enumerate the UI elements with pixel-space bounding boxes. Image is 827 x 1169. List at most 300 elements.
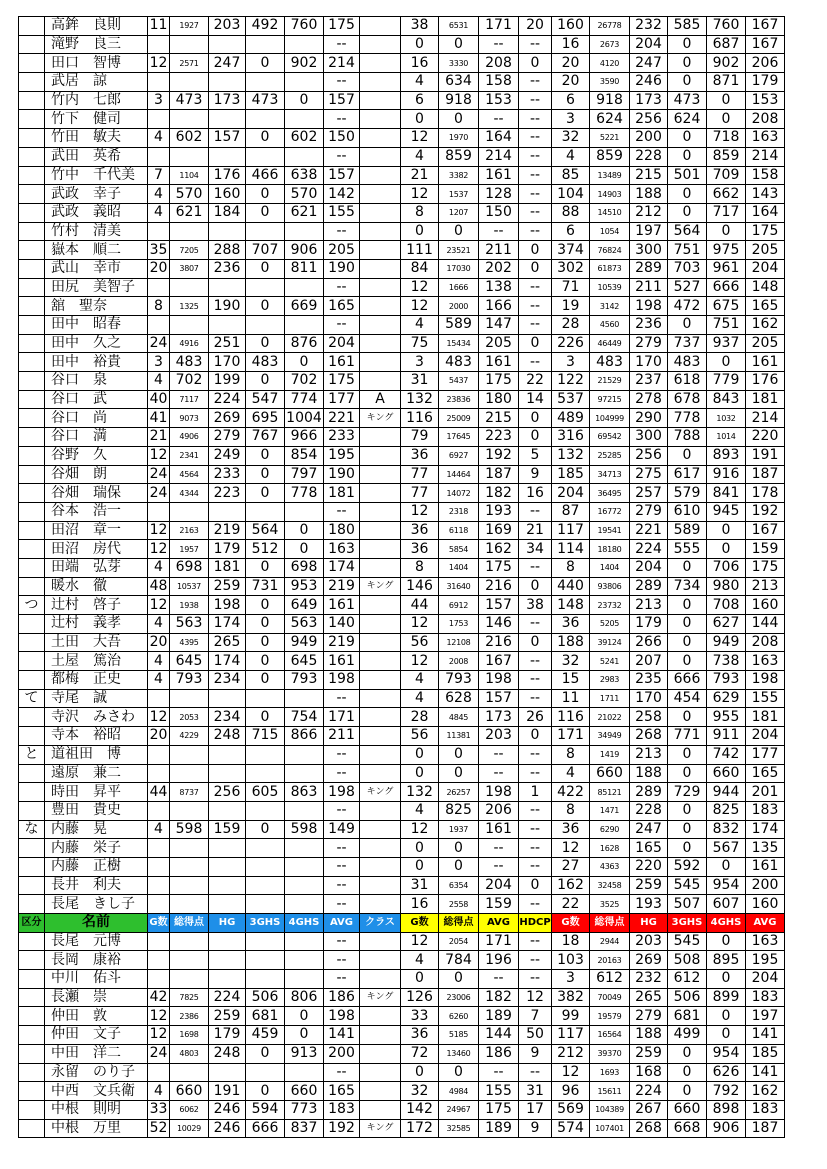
cell-g-avg: --	[479, 1063, 519, 1082]
cell-class	[360, 951, 401, 970]
cell-group	[19, 316, 45, 335]
cell-class: A	[360, 390, 401, 409]
cell-hg: 236	[209, 259, 246, 278]
cell-g-games: 31	[401, 876, 439, 895]
cell-games	[148, 932, 170, 951]
cell-t-hg: 168	[630, 1063, 668, 1082]
cell-hdcp: --	[519, 297, 552, 316]
cell-t-4ghs: 662	[707, 185, 746, 204]
cell-total	[170, 951, 209, 970]
cell-games	[148, 1063, 170, 1082]
table-row	[19, 1044, 785, 1063]
cell-4ghs	[285, 278, 324, 297]
table-row	[19, 801, 785, 820]
cell-g-games: 0	[401, 35, 439, 54]
cell-t-games: 489	[552, 409, 590, 428]
cell-g-avg: 157	[479, 596, 519, 615]
cell-hg: 179	[209, 1026, 246, 1045]
cell-t-total: 61873	[590, 259, 630, 278]
cell-t-3ghs: 579	[668, 484, 707, 503]
cell-hg: 246	[209, 1119, 246, 1138]
cell-t-hg: 179	[630, 615, 668, 634]
cell-g-total: 17645	[439, 428, 479, 447]
cell-avg: --	[324, 222, 360, 241]
cell-3ghs: 0	[246, 1082, 285, 1101]
cell-t-avg: 159	[746, 540, 785, 559]
cell-hdcp: 38	[519, 596, 552, 615]
cell-g-total: 3382	[439, 166, 479, 185]
cell-t-avg: 192	[746, 502, 785, 521]
cell-t-avg: 143	[746, 185, 785, 204]
cell-t-total: 39124	[590, 633, 630, 652]
cell-hdcp: --	[519, 502, 552, 521]
cell-t-games: 212	[552, 1044, 590, 1063]
cell-t-4ghs: 954	[707, 876, 746, 895]
cell-g-total: 14072	[439, 484, 479, 503]
cell-avg: 198	[324, 1007, 360, 1026]
cell-name: 土屋 篤治	[45, 652, 148, 671]
cell-3ghs: 0	[246, 129, 285, 148]
cell-g-total: 793	[439, 671, 479, 690]
cell-t-games: 8	[552, 558, 590, 577]
cell-t-3ghs: 0	[668, 1082, 707, 1101]
cell-name: 武政 義昭	[45, 203, 148, 222]
cell-name: 内藤 栄子	[45, 839, 148, 858]
cell-total	[170, 970, 209, 989]
cell-t-total: 15611	[590, 1082, 630, 1101]
cell-t-total: 4363	[590, 857, 630, 876]
cell-t-hg: 197	[630, 222, 668, 241]
table-row	[19, 671, 785, 690]
cell-g-games: 132	[401, 390, 439, 409]
cell-t-hg: 228	[630, 801, 668, 820]
cell-hg: 219	[209, 521, 246, 540]
cell-t-3ghs: 617	[668, 465, 707, 484]
cell-4ghs	[285, 801, 324, 820]
cell-games	[148, 801, 170, 820]
cell-t-3ghs: 0	[668, 35, 707, 54]
cell-hg	[209, 764, 246, 783]
cell-t-games: 3	[552, 353, 590, 372]
cell-t-avg: 144	[746, 615, 785, 634]
cell-t-games: 6	[552, 91, 590, 110]
cell-games: 12	[148, 1007, 170, 1026]
cell-class	[360, 1007, 401, 1026]
cell-t-hg: 300	[630, 428, 668, 447]
cell-t-3ghs: 0	[668, 708, 707, 727]
cell-t-3ghs: 564	[668, 222, 707, 241]
cell-t-3ghs: 771	[668, 727, 707, 746]
cell-t-3ghs: 703	[668, 259, 707, 278]
cell-name: 武居 諒	[45, 73, 148, 92]
cell-group	[19, 1026, 45, 1045]
cell-avg: 204	[324, 334, 360, 353]
cell-t-3ghs: 737	[668, 334, 707, 353]
cell-t-avg: 200	[746, 876, 785, 895]
cell-avg: 165	[324, 297, 360, 316]
cell-avg: 221	[324, 409, 360, 428]
cell-group	[19, 259, 45, 278]
cell-avg: 200	[324, 1044, 360, 1063]
cell-class: キング	[360, 577, 401, 596]
cell-games	[148, 745, 170, 764]
cell-g-avg: 150	[479, 203, 519, 222]
cell-t-total: 3525	[590, 895, 630, 914]
cell-t-total: 6290	[590, 820, 630, 839]
cell-name: 辻村 啓子	[45, 596, 148, 615]
cell-g-games: 8	[401, 203, 439, 222]
cell-t-hg: 173	[630, 91, 668, 110]
cell-avg: --	[324, 801, 360, 820]
cell-avg: --	[324, 970, 360, 989]
cell-class	[360, 372, 401, 391]
cell-hg	[209, 73, 246, 92]
cell-g-avg: 155	[479, 1082, 519, 1101]
cell-t-hg: 279	[630, 1007, 668, 1026]
cell-t-avg: 214	[746, 147, 785, 166]
cell-t-total: 97215	[590, 390, 630, 409]
cell-g-avg: 164	[479, 129, 519, 148]
cell-hdcp: 9	[519, 465, 552, 484]
cell-hg	[209, 278, 246, 297]
cell-name: 中根 則明	[45, 1100, 148, 1119]
cell-total: 6062	[170, 1100, 209, 1119]
cell-3ghs: 605	[246, 783, 285, 802]
cell-g-games: 77	[401, 465, 439, 484]
cell-t-4ghs: 898	[707, 1100, 746, 1119]
cell-hg	[209, 951, 246, 970]
cell-group	[19, 727, 45, 746]
table-row	[19, 91, 785, 110]
cell-total: 9073	[170, 409, 209, 428]
cell-games: 4	[148, 671, 170, 690]
cell-t-total: 4560	[590, 316, 630, 335]
cell-t-avg: 163	[746, 129, 785, 148]
cell-g-avg: 171	[479, 932, 519, 951]
cell-class	[360, 129, 401, 148]
cell-g-total: 23836	[439, 390, 479, 409]
cell-hg	[209, 1063, 246, 1082]
cell-4ghs: 0	[285, 1007, 324, 1026]
cell-g-games: 21	[401, 166, 439, 185]
cell-hg: 247	[209, 54, 246, 73]
cell-g-total: 628	[439, 689, 479, 708]
cell-g-avg: --	[479, 857, 519, 876]
cell-g-avg: 138	[479, 278, 519, 297]
table-row	[19, 73, 785, 92]
cell-t-4ghs: 675	[707, 297, 746, 316]
cell-hg: 259	[209, 577, 246, 596]
cell-t-3ghs: 0	[668, 54, 707, 73]
cell-total: 598	[170, 820, 209, 839]
cell-t-avg: 155	[746, 689, 785, 708]
cell-g-avg: --	[479, 110, 519, 129]
cell-hg	[209, 932, 246, 951]
cell-total: 8737	[170, 783, 209, 802]
cell-g-games: 75	[401, 334, 439, 353]
cell-g-total: 2008	[439, 652, 479, 671]
cell-g-avg: 202	[479, 259, 519, 278]
cell-4ghs: 773	[285, 1100, 324, 1119]
cell-games	[148, 147, 170, 166]
cell-name: 長岡 康裕	[45, 951, 148, 970]
cell-t-avg: 167	[746, 17, 785, 36]
cell-t-avg: 163	[746, 652, 785, 671]
cell-g-avg: 198	[479, 671, 519, 690]
cell-t-4ghs: 687	[707, 35, 746, 54]
cell-t-games: 537	[552, 390, 590, 409]
cell-group	[19, 1100, 45, 1119]
cell-t-hg: 268	[630, 727, 668, 746]
cell-t-hg: 224	[630, 1082, 668, 1101]
cell-t-games: 382	[552, 988, 590, 1007]
cell-class	[360, 1082, 401, 1101]
cell-t-3ghs: 0	[668, 203, 707, 222]
cell-t-4ghs: 911	[707, 727, 746, 746]
cell-hdcp: 17	[519, 1100, 552, 1119]
cell-group	[19, 129, 45, 148]
cell-g-total: 0	[439, 839, 479, 858]
cell-t-avg: 141	[746, 1026, 785, 1045]
cell-total	[170, 857, 209, 876]
cell-total	[170, 278, 209, 297]
table-row	[19, 689, 785, 708]
cell-t-3ghs: 585	[668, 17, 707, 36]
cell-t-games: 132	[552, 446, 590, 465]
cell-class	[360, 17, 401, 36]
cell-t-hg: 279	[630, 502, 668, 521]
cell-t-hg: 278	[630, 390, 668, 409]
cell-hg	[209, 745, 246, 764]
cell-hdcp: --	[519, 801, 552, 820]
cell-hdcp: 7	[519, 1007, 552, 1026]
cell-games: 4	[148, 1082, 170, 1101]
cell-g-total: 1753	[439, 615, 479, 634]
cell-total	[170, 932, 209, 951]
header-cell-t-3ghs: 3GHS	[668, 914, 707, 933]
table-row	[19, 390, 785, 409]
cell-games: 41	[148, 409, 170, 428]
cell-t-3ghs: 0	[668, 764, 707, 783]
cell-g-avg: 180	[479, 390, 519, 409]
cell-t-hg: 215	[630, 166, 668, 185]
cell-hg: 179	[209, 540, 246, 559]
cell-avg: --	[324, 876, 360, 895]
cell-g-avg: --	[479, 222, 519, 241]
cell-g-games: 0	[401, 110, 439, 129]
cell-t-3ghs: 0	[668, 801, 707, 820]
cell-name: 中西 文兵衛	[45, 1082, 148, 1101]
cell-t-3ghs: 0	[668, 558, 707, 577]
cell-games: 12	[148, 1026, 170, 1045]
cell-avg: 181	[324, 484, 360, 503]
cell-games	[148, 73, 170, 92]
cell-g-total: 0	[439, 222, 479, 241]
cell-g-total: 6118	[439, 521, 479, 540]
cell-t-total: 1711	[590, 689, 630, 708]
cell-group	[19, 1007, 45, 1026]
cell-class	[360, 316, 401, 335]
table-row	[19, 1063, 785, 1082]
cell-t-total: 4120	[590, 54, 630, 73]
cell-hg: 265	[209, 633, 246, 652]
cell-hdcp: --	[519, 316, 552, 335]
cell-t-avg: 175	[746, 222, 785, 241]
cell-total	[170, 316, 209, 335]
cell-total	[170, 689, 209, 708]
cell-3ghs	[246, 951, 285, 970]
cell-hdcp: 9	[519, 1044, 552, 1063]
table-row	[19, 615, 785, 634]
cell-4ghs: 854	[285, 446, 324, 465]
cell-t-avg: 213	[746, 577, 785, 596]
cell-4ghs	[285, 222, 324, 241]
cell-hdcp: --	[519, 110, 552, 129]
cell-g-games: 4	[401, 147, 439, 166]
cell-games: 11	[148, 17, 170, 36]
cell-4ghs	[285, 895, 324, 914]
cell-t-total: 5241	[590, 652, 630, 671]
cell-games	[148, 35, 170, 54]
cell-t-games: 162	[552, 876, 590, 895]
cell-3ghs	[246, 147, 285, 166]
cell-t-games: 71	[552, 278, 590, 297]
cell-t-total: 26778	[590, 17, 630, 36]
table-row	[19, 484, 785, 503]
cell-class	[360, 708, 401, 727]
cell-total	[170, 876, 209, 895]
cell-t-avg: 187	[746, 1119, 785, 1138]
cell-group	[19, 54, 45, 73]
cell-t-3ghs: 751	[668, 241, 707, 260]
cell-avg: --	[324, 1063, 360, 1082]
cell-g-games: 0	[401, 857, 439, 876]
cell-class	[360, 671, 401, 690]
cell-hg: 223	[209, 484, 246, 503]
cell-g-avg: 214	[479, 147, 519, 166]
cell-group	[19, 633, 45, 652]
cell-g-avg: 158	[479, 73, 519, 92]
cell-games: 4	[148, 558, 170, 577]
cell-games: 44	[148, 783, 170, 802]
cell-t-hg: 266	[630, 633, 668, 652]
cell-t-hg: 290	[630, 409, 668, 428]
cell-4ghs	[285, 857, 324, 876]
cell-t-3ghs: 681	[668, 1007, 707, 1026]
cell-g-avg: 193	[479, 502, 519, 521]
cell-t-games: 569	[552, 1100, 590, 1119]
cell-t-4ghs: 944	[707, 783, 746, 802]
cell-3ghs: 0	[246, 596, 285, 615]
cell-total	[170, 147, 209, 166]
cell-name: 田中 久之	[45, 334, 148, 353]
cell-t-total: 76824	[590, 241, 630, 260]
cell-group	[19, 73, 45, 92]
cell-3ghs	[246, 73, 285, 92]
cell-g-total: 0	[439, 970, 479, 989]
cell-t-games: 12	[552, 1063, 590, 1082]
cell-t-3ghs: 0	[668, 446, 707, 465]
table-row	[19, 278, 785, 297]
cell-g-games: 111	[401, 241, 439, 260]
cell-group	[19, 428, 45, 447]
cell-t-avg: 198	[746, 671, 785, 690]
cell-games: 20	[148, 727, 170, 746]
cell-class	[360, 353, 401, 372]
cell-g-avg: 196	[479, 951, 519, 970]
cell-t-avg: 204	[746, 259, 785, 278]
cell-name: 仲田 文子	[45, 1026, 148, 1045]
cell-hdcp: 0	[519, 259, 552, 278]
cell-g-total: 2318	[439, 502, 479, 521]
cell-name: 谷本 浩一	[45, 502, 148, 521]
cell-total: 1938	[170, 596, 209, 615]
cell-total: 2386	[170, 1007, 209, 1026]
cell-4ghs: 1004	[286, 409, 322, 426]
cell-games: 12	[148, 446, 170, 465]
cell-class	[360, 521, 401, 540]
cell-name: 谷畑 朗	[45, 465, 148, 484]
cell-g-total: 2000	[439, 297, 479, 316]
cell-g-avg: 182	[479, 988, 519, 1007]
cell-avg: 198	[324, 783, 360, 802]
cell-g-games: 84	[401, 259, 439, 278]
cell-t-avg: 181	[746, 390, 785, 409]
cell-g-avg: 166	[479, 297, 519, 316]
table-row	[19, 540, 785, 559]
cell-total	[170, 35, 209, 54]
cell-t-total: 20163	[590, 951, 630, 970]
cell-g-avg: 189	[479, 1007, 519, 1026]
cell-g-avg: 128	[479, 185, 519, 204]
cell-hdcp: --	[519, 35, 552, 54]
cell-total: 4229	[170, 727, 209, 746]
cell-3ghs	[246, 745, 285, 764]
cell-t-total: 32458	[590, 876, 630, 895]
cell-t-4ghs: 760	[707, 17, 746, 36]
cell-name: 寺尾 誠	[45, 689, 148, 708]
cell-t-avg: 165	[746, 297, 785, 316]
cell-g-games: 79	[401, 428, 439, 447]
cell-t-games: 226	[552, 334, 590, 353]
cell-t-avg: 164	[746, 203, 785, 222]
cell-t-total: 10539	[590, 278, 630, 297]
cell-group	[19, 876, 45, 895]
cell-group	[19, 222, 45, 241]
cell-t-4ghs: 706	[707, 558, 746, 577]
cell-g-avg: 223	[479, 428, 519, 447]
cell-t-hg: 203	[630, 932, 668, 951]
cell-t-total: 3142	[590, 297, 630, 316]
cell-total: 563	[170, 615, 209, 634]
cell-t-games: 574	[552, 1119, 590, 1138]
cell-g-total: 24967	[439, 1100, 479, 1119]
cell-hg	[209, 316, 246, 335]
cell-g-total: 5185	[439, 1026, 479, 1045]
cell-total: 1104	[170, 166, 209, 185]
cell-t-3ghs: 472	[668, 297, 707, 316]
cell-avg: 163	[324, 540, 360, 559]
cell-t-total: 1693	[590, 1063, 630, 1082]
table-row	[19, 577, 785, 596]
cell-class	[360, 484, 401, 503]
cell-group	[19, 970, 45, 989]
cell-t-4ghs: 906	[707, 1119, 746, 1138]
cell-avg: 190	[324, 465, 360, 484]
table-row	[19, 1119, 785, 1138]
cell-games: 21	[148, 428, 170, 447]
cell-4ghs: 806	[285, 988, 324, 1007]
